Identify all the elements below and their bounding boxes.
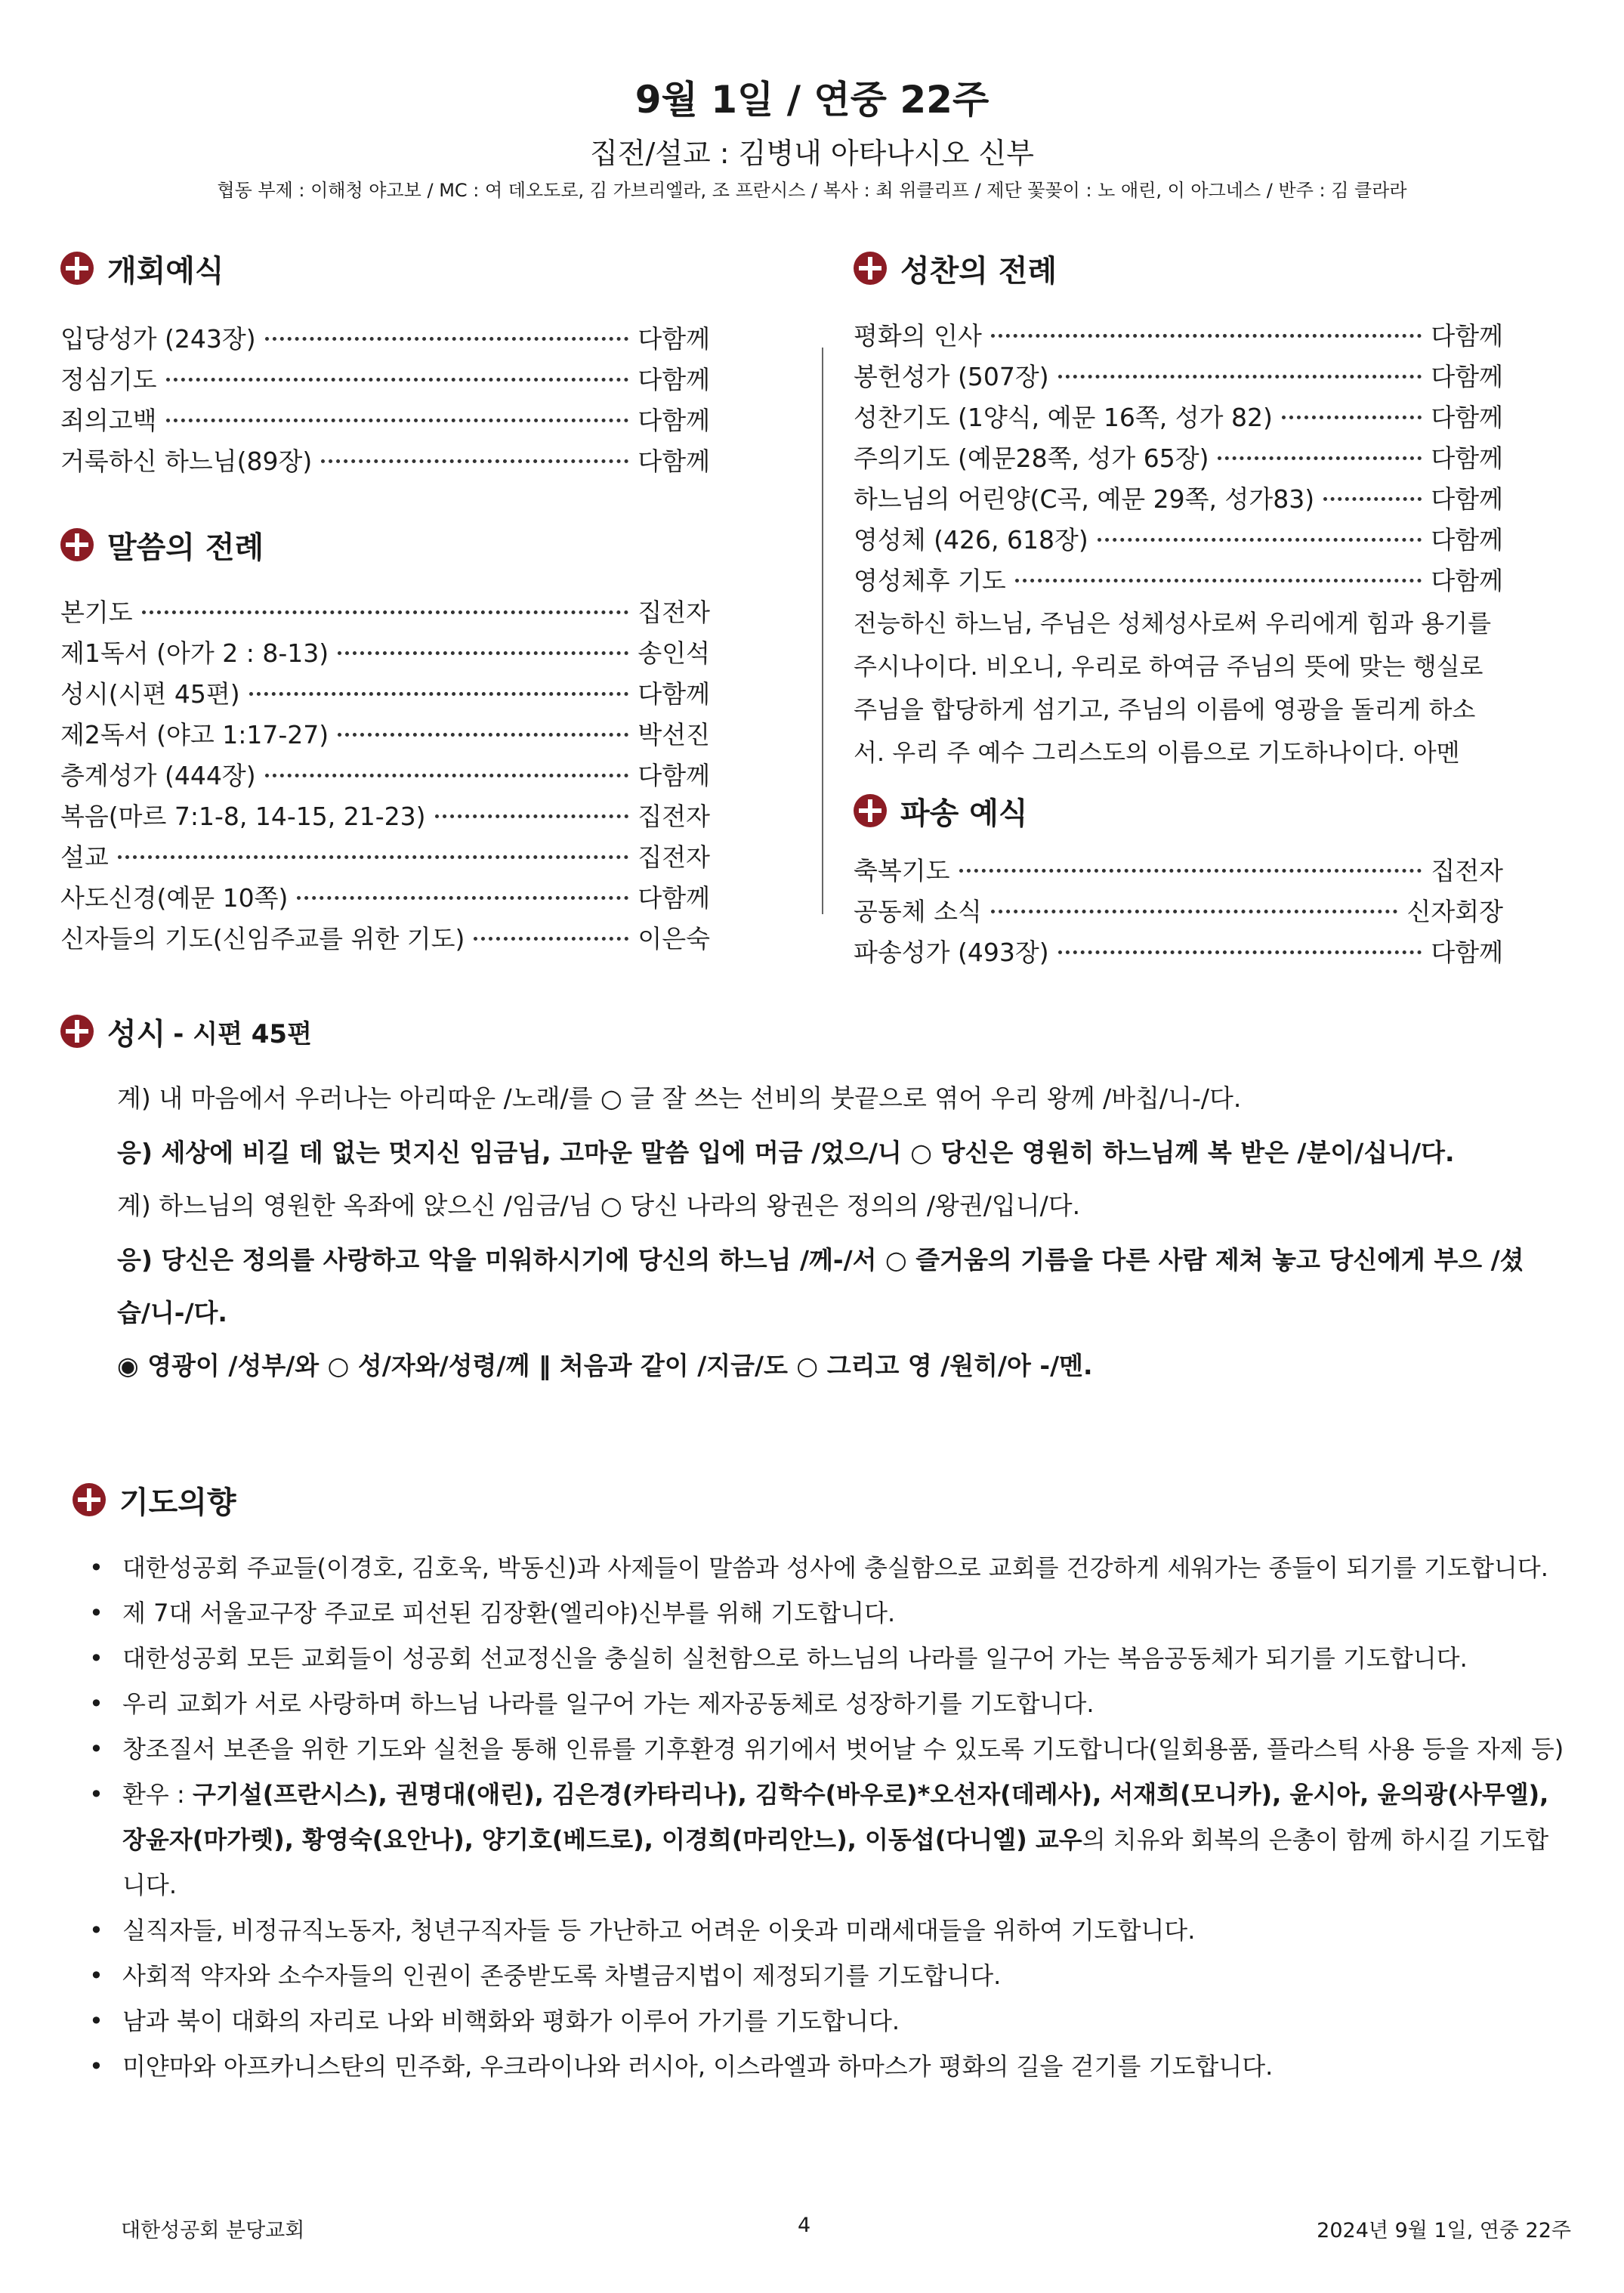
dotted-leader bbox=[166, 419, 629, 422]
order-label: 죄의고백 bbox=[60, 405, 157, 435]
order-role: 집전자 bbox=[638, 597, 710, 627]
dotted-leader bbox=[1218, 456, 1422, 460]
section-dismissal-heading: 파송 예식 bbox=[854, 788, 1503, 833]
list-item: • 남과 북이 대화의 자리로 나와 비핵화와 평화가 이루어 가기를 기도합니다. bbox=[83, 1998, 1571, 2044]
order-label: 정심기도 bbox=[60, 364, 157, 394]
order-role: 이은숙 bbox=[638, 923, 710, 953]
dotted-leader bbox=[338, 733, 628, 737]
dotted-leader bbox=[338, 651, 628, 655]
order-label: 주의기도 (예문28쪽, 성가 65장) bbox=[854, 443, 1209, 473]
order-role: 다함께 bbox=[1431, 565, 1503, 595]
order-role: 다함께 bbox=[1431, 361, 1503, 391]
order-role: 집전자 bbox=[638, 801, 710, 831]
dotted-leader bbox=[959, 869, 1422, 873]
order-row bbox=[60, 794, 710, 835]
section-word-heading: 말씀의 전례 bbox=[60, 522, 710, 567]
psalm-line: 계) 하느님의 영원한 옥좌에 앉으신 /임금/님 ○ 당신 나라의 왕권은 정의의 /왕권/입니/다. bbox=[117, 1191, 1081, 1220]
order-row bbox=[60, 398, 710, 439]
order-label: 평화의 인사 bbox=[854, 320, 982, 351]
order-role: 다함께 bbox=[638, 678, 710, 709]
order-label: 공동체 소식 bbox=[854, 896, 982, 926]
order-row bbox=[854, 354, 1503, 395]
dotted-leader bbox=[297, 896, 628, 900]
dotted-leader bbox=[265, 774, 629, 777]
list-item: • 우리 교회가 서로 사랑하며 하느님 나라를 일구어 가는 제자공동체로 성장하기를 기도합니다. bbox=[83, 1681, 1571, 1726]
order-label: 하느님의 어린양(C곡, 예문 29쪽, 성가83) bbox=[854, 484, 1315, 514]
list-item: • 미얀마와 아프카니스탄의 민주화, 우크라이나와 러시아, 이스라엘과 하마스가 평화의 길을 걷기를 기도합니다. bbox=[83, 2044, 1571, 2089]
order-row bbox=[60, 835, 710, 876]
section-eucharist-heading: 성찬의 전례 bbox=[854, 246, 1503, 291]
prayer-intentions-list bbox=[83, 1545, 1571, 2089]
order-row bbox=[60, 712, 710, 753]
order-role: 다함께 bbox=[1431, 937, 1503, 967]
dotted-leader bbox=[1282, 416, 1422, 419]
order-role: 다함께 bbox=[638, 364, 710, 394]
dotted-leader bbox=[991, 334, 1422, 338]
order-role: 다함께 bbox=[638, 760, 710, 790]
order-role: 다함께 bbox=[1431, 524, 1503, 555]
footer-church: 대한성공회 분당교회 bbox=[121, 2219, 305, 2242]
order-label: 성찬기도 (1양식, 예문 16쪽, 성가 82) bbox=[854, 402, 1273, 432]
post-communion-prayer: 전능하신 하느님, 주님은 성체성사로써 우리에게 힘과 용기를 주시나이다. 비오니, 우리로 하여금 주님의 뜻에 맞는 행실로 주님을 합당하게 섬기고, 주님의 이름에 영광을 돌리게 하소서. 우리 주 예수 그리스도의 이름으로 기도하나이다. 아멘 bbox=[854, 609, 1492, 767]
psalm-line: 계) 내 마음에서 우러나는 아리따운 /노래/를 ○ 글 잘 쓰는 선비의 붓끝으로 엮어 우리 왕께 /바칩/니-/다. bbox=[117, 1083, 1242, 1113]
order-label: 설교 bbox=[60, 842, 109, 872]
order-row bbox=[854, 558, 1503, 599]
dotted-leader bbox=[1098, 538, 1422, 542]
order-role: 다함께 bbox=[638, 882, 710, 913]
ministers-line: 협동 부제 : 이해청 야고보 / MC : 여 데오도로, 김 가브리엘라, 조 프란시스 / 복사 : 최 위클리프 / 제단 꽃꽂이 : 노 애린, 이 아그네스 / 반주 : 김 클라라 bbox=[217, 180, 1407, 201]
footer-date: 2024년 9월 1일, 연중 22주 bbox=[1317, 2219, 1571, 2242]
opening-order-list bbox=[60, 317, 710, 480]
order-label: 봉헌성가 (507장) bbox=[854, 361, 1049, 391]
order-row bbox=[60, 357, 710, 398]
order-role: 송인석 bbox=[638, 638, 710, 668]
eucharist-order-list bbox=[854, 314, 1503, 599]
dotted-leader bbox=[321, 459, 628, 463]
psalm-line: 습/니-/다. bbox=[117, 1298, 227, 1327]
dotted-leader bbox=[1058, 950, 1422, 954]
footer-page-number: 4 bbox=[798, 2214, 811, 2237]
order-role: 다함께 bbox=[638, 405, 710, 435]
psalm-line: 응) 당신은 정의를 사랑하고 악을 미워하시기에 당신의 하느님 /께-/서 ○ 즐거움의 기름을 다른 사람 제쳐 놓고 당신에게 부으 /셨 bbox=[117, 1245, 1524, 1275]
order-label: 영성체 (426, 618장) bbox=[854, 524, 1088, 555]
order-role: 다함께 bbox=[1431, 402, 1503, 432]
order-row bbox=[854, 314, 1503, 354]
order-row bbox=[854, 436, 1503, 477]
list-item-sick: • 환우 : 구기설(프란시스), 권명대(애린), 김은경(카타리나), 김학수(바우로)*오선자(데레사), 서재희(모니카), 윤시아, 윤의광(사무엘), 장윤자(마가렛), 황영숙(요안나), 양기호(베드로), 이경희(마리안느), 이동섭(다니엘) 교우의 치유와 회복의 은총이 함께 하시길 기도합니다. bbox=[83, 1772, 1571, 1908]
order-label: 본기도 bbox=[60, 597, 133, 627]
order-row bbox=[60, 672, 710, 712]
column-divider bbox=[822, 348, 823, 914]
order-row bbox=[60, 317, 710, 357]
order-label: 영성체후 기도 bbox=[854, 565, 1006, 595]
order-row bbox=[60, 439, 710, 480]
dotted-leader bbox=[249, 692, 629, 696]
sick-names: 구기설(프란시스), 권명대(애린), 김은경(카타리나), 김학수(바우로)*오선자(데레사), 서재희(모니카), 윤시아, 윤의광(사무엘), 장윤자(마가렛), 황영숙(요안나), 양기호(베드로), 이경희(마리안느), 이동섭(다니엘) 교우 bbox=[122, 1780, 1549, 1854]
word-order-list bbox=[60, 590, 710, 957]
cross-circle-icon bbox=[60, 252, 94, 285]
dotted-leader bbox=[991, 910, 1398, 913]
dotted-leader bbox=[1015, 579, 1422, 583]
order-label: 성시(시편 45편) bbox=[60, 678, 240, 709]
order-label: 제2독서 (야고 1:17-27) bbox=[60, 719, 329, 749]
list-item: • 대한성공회 모든 교회들이 성공회 선교정신을 충실히 실천함으로 하느님의 나라를 일구어 가는 복음공동체가 되기를 기도합니다. bbox=[83, 1636, 1571, 1681]
order-label: 제1독서 (아가 2 : 8-13) bbox=[60, 638, 329, 668]
cross-circle-icon bbox=[60, 528, 94, 561]
list-item: • 실직자들, 비정규직노동자, 청년구직자들 등 가난하고 어려운 이웃과 미래세대들을 위하여 기도합니다. bbox=[83, 1908, 1571, 1953]
cross-circle-icon bbox=[854, 794, 887, 827]
order-row bbox=[854, 889, 1503, 930]
list-item: • 사회적 약자와 소수자들의 인권이 존중받도록 차별금지법이 제정되기를 기도합니다. bbox=[83, 1953, 1571, 1998]
cross-circle-icon bbox=[60, 1015, 94, 1048]
order-row bbox=[60, 631, 710, 672]
dotted-leader bbox=[142, 610, 629, 614]
dotted-leader bbox=[166, 378, 629, 382]
order-label: 신자들의 기도(신임주교를 위한 기도) bbox=[60, 923, 465, 953]
order-label: 층계성가 (444장) bbox=[60, 760, 256, 790]
cross-circle-icon bbox=[73, 1483, 106, 1516]
dotted-leader bbox=[1058, 375, 1422, 379]
list-item: • 창조질서 보존을 위한 기도와 실천을 통해 인류를 기후환경 위기에서 벗어날 수 있도록 기도합니다(일회용품, 플라스틱 사용 등을 자제 등) bbox=[83, 1726, 1571, 1772]
dotted-leader bbox=[435, 814, 629, 818]
order-row bbox=[854, 395, 1503, 436]
dismissal-order-list bbox=[854, 848, 1503, 971]
section-psalm-heading: 성시 - 시편 45편 bbox=[60, 1009, 312, 1054]
presider-line: 집전/설교 : 김병내 아타나시오 신부 bbox=[590, 137, 1034, 170]
order-label: 거룩하신 하느님(89장) bbox=[60, 446, 313, 476]
psalm-line: 응) 세상에 비길 데 없는 멋지신 임금님, 고마운 말씀 입에 머금 /었으/니 ○ 당신은 영원히 하느님께 복 받은 /분이/십니/다. bbox=[117, 1138, 1455, 1167]
list-item: • 제 7대 서울교구장 주교로 피선된 김장환(엘리야)신부를 위해 기도합니다. bbox=[83, 1590, 1571, 1636]
section-intentions-heading: 기도의향 bbox=[73, 1477, 236, 1522]
cross-circle-icon bbox=[854, 252, 887, 285]
order-row bbox=[60, 590, 710, 631]
order-row bbox=[60, 916, 710, 957]
dotted-leader bbox=[1323, 497, 1422, 501]
order-role: 박선진 bbox=[638, 719, 710, 749]
order-role: 신자회장 bbox=[1406, 896, 1503, 926]
order-label: 사도신경(예문 10쪽) bbox=[60, 882, 289, 913]
order-row bbox=[854, 930, 1503, 971]
dotted-leader bbox=[265, 337, 629, 341]
list-item: • 대한성공회 주교들(이경호, 김호욱, 박동신)과 사제들이 말씀과 성사에 충실함으로 교회를 건강하게 세워가는 종들이 되기를 기도합니다. bbox=[83, 1545, 1571, 1590]
order-role: 다함께 bbox=[1431, 484, 1503, 514]
order-row bbox=[854, 477, 1503, 518]
order-label: 입당성가 (243장) bbox=[60, 323, 256, 354]
section-opening-heading: 개회예식 bbox=[60, 246, 710, 291]
order-row bbox=[60, 876, 710, 916]
dotted-leader bbox=[474, 937, 628, 941]
order-row bbox=[854, 518, 1503, 558]
page-title: 9월 1일 / 연중 22주 bbox=[634, 78, 990, 122]
order-role: 다함께 bbox=[638, 323, 710, 354]
psalm-doxology: ◉ 영광이 /성부/와 ○ 성/자와/성령/께 ‖ 처음과 같이 /지금/도 ○ 그리고 영 /원히/아 -/멘. bbox=[117, 1351, 1093, 1380]
order-role: 집전자 bbox=[1431, 855, 1503, 885]
left-column bbox=[60, 246, 710, 957]
order-role: 다함께 bbox=[1431, 320, 1503, 351]
dotted-leader bbox=[118, 855, 629, 859]
order-label: 복음(마르 7:1-8, 14-15, 21-23) bbox=[60, 801, 426, 831]
order-role: 집전자 bbox=[638, 842, 710, 872]
order-label: 축복기도 bbox=[854, 855, 950, 885]
order-row bbox=[854, 848, 1503, 889]
order-row bbox=[60, 753, 710, 794]
order-role: 다함께 bbox=[1431, 443, 1503, 473]
order-label: 파송성가 (493장) bbox=[854, 937, 1049, 967]
right-column bbox=[854, 246, 1503, 971]
order-role: 다함께 bbox=[638, 446, 710, 476]
